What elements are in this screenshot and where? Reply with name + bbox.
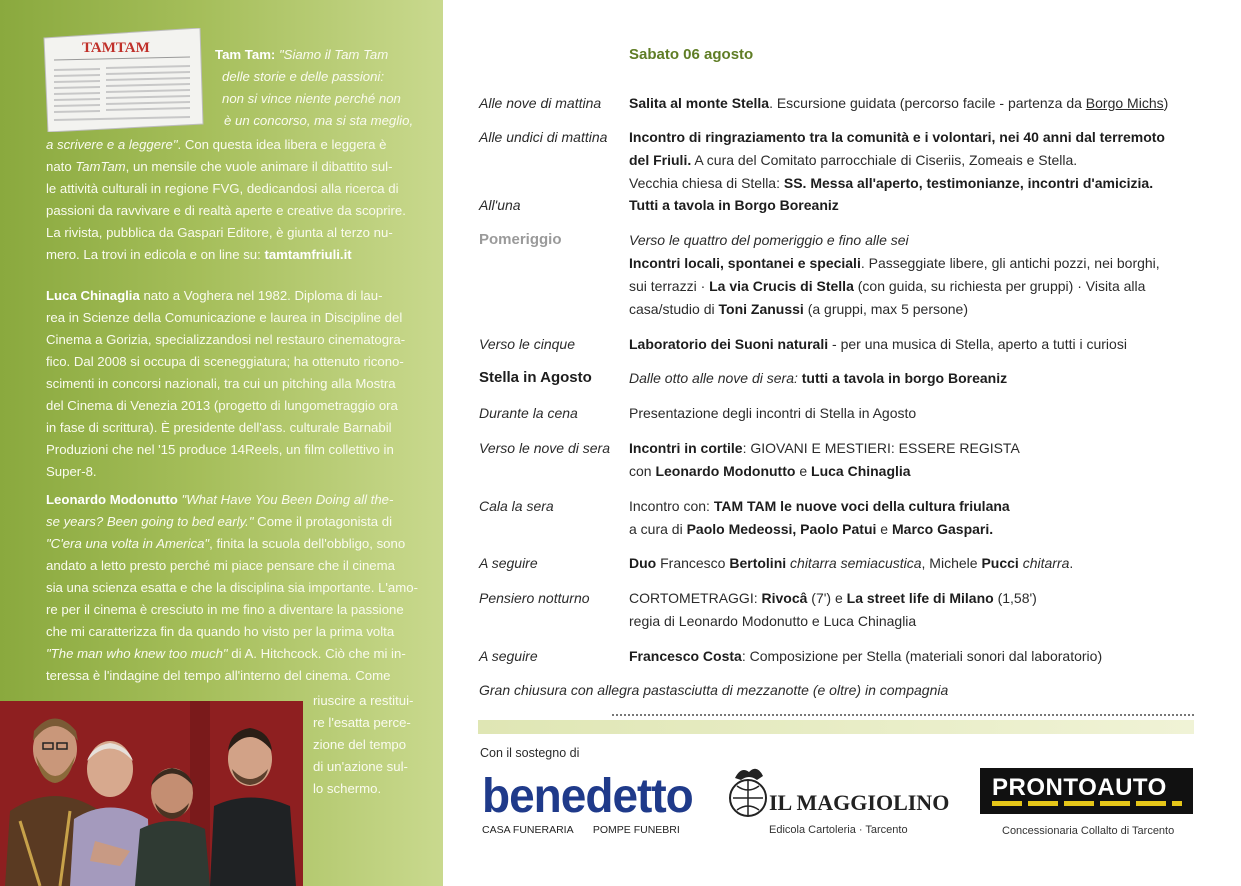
row-11-line-1: CORTOMETRAGGI: Rivocâ (7') e La street life di Milano (1,58') [629, 590, 1037, 606]
leonardo-line-7: che mi caratterizza fin da quando ho visto per la prima volta [46, 624, 395, 639]
leonardo-line-3: "C'era una volta in America", finita la scuola dell'obbligo, sono [46, 536, 406, 551]
beetle-icon [727, 764, 769, 820]
row-1-label: Alle nove di mattina [479, 95, 602, 111]
row-9-line-1: Incontro con: TAM TAM le nuove voci della cultura friulana [629, 498, 1010, 514]
luca-line-2: rea in Scienze della Comunicazione e laurea in Discipline del [46, 310, 403, 325]
tamtam-line-8: passioni da ravvivare e di realtà aperte e creative da scoprire. [46, 203, 406, 218]
closing-line: Gran chiusura con allegra pastasciutta di mezzanotte (e oltre) in compagnia [479, 682, 949, 698]
group-photo [0, 701, 303, 886]
leonardo-line-12: zione del tempo [313, 737, 407, 752]
tamtam-line-2: delle storie e delle passioni: [222, 69, 385, 84]
luca-line-6: del Cinema di Venezia 2013 (progetto di lungometraggio ora [46, 398, 398, 413]
row-3-label: All'una [479, 197, 521, 213]
prontoauto-logo [980, 768, 1195, 843]
left-panel [0, 0, 443, 886]
row-4-label: Pomeriggio [479, 231, 562, 248]
benedetto-name: benedetto [482, 767, 693, 823]
row-7-label: Durante la cena [479, 405, 578, 421]
luca-line-9: Super-8. [46, 464, 97, 479]
row-2-line-1: Incontro di ringraziamento tra la comunità e i volontari, nei 40 anni dal terremoto [629, 129, 1165, 145]
row-7-content: Presentazione degli incontri di Stella in Agosto [629, 405, 917, 421]
row-6-label: Stella in Agosto [479, 369, 592, 386]
leonardo-line-11: re l'esatta perce- [313, 715, 411, 730]
maggiolino-name: IL MAGGIOLINO [769, 790, 950, 815]
luca-line-5: scimenti in concorsi nazionali, tra cui un pitching alla Mostra [46, 376, 396, 391]
leonardo-line-9: teressa è l'indagine del tempo all'interno del cinema. Come [46, 668, 391, 683]
row-11-label: Pensiero notturno [479, 590, 590, 606]
luca-line-8: Produzioni che nel '15 produce 14Reels, un film collettivo in [46, 442, 394, 457]
row-6-content: Dalle otto alle nove di sera: tutti a tavola in borgo Boreaniz [629, 370, 1008, 386]
leonardo-line-6: re per il cinema è cresciuto in me fino a diventare la passione [46, 602, 404, 617]
maggiolino-sub: Edicola Cartoleria · Tarcento [769, 824, 908, 836]
borgo-michs-link[interactable]: Borgo Michs [1085, 95, 1164, 111]
prontoauto-name: PRONTOAUTO [992, 774, 1167, 801]
leonardo-line-13: di un'azione sul- [313, 759, 408, 774]
tamtam-line-7: le attività culturali in regione FVG, dedicandosi alla ricerca di [46, 181, 399, 196]
leonardo-line-8: "The man who knew too much" di A. Hitchcock. Ciò che mi in- [46, 646, 406, 661]
leonardo-line-2: se years? Been going to bed early." Come il protagonista di [46, 514, 393, 529]
row-3-content: Tutti a tavola in Borgo Boreaniz [629, 197, 839, 213]
maggiolino-logo [725, 764, 950, 844]
row-12-label: A seguire [479, 648, 538, 664]
luca-line-3: Cinema a Gorizia, specializzandosi nel restauro cinematogra- [46, 332, 406, 347]
benedetto-sub2: POMPE FUNEBRI [592, 824, 680, 836]
row-4-line-1: Verso le quattro del pomeriggio e fino alle sei [629, 232, 909, 248]
sponsors-intro: Con il sostegno di [480, 746, 580, 760]
tamtam-site-link[interactable]: tamtamfriuli.it [264, 247, 352, 262]
dotted-divider [612, 714, 1194, 716]
benedetto-logo [482, 767, 693, 842]
row-4-line-2: Incontri locali, spontanei e speciali. Passeggiate libere, gli antichi pozzi, nei borghi, [629, 255, 1160, 271]
luca-line-7: in fase di scrittura). È presidente dell'ass. culturale Barnabil [46, 420, 392, 435]
tamtam-line-9: La rivista, pubblica da Gaspari Editore, è giunta al terzo nu- [46, 225, 393, 240]
tamtam-line-1: Tam Tam: "Siamo il Tam Tam [215, 47, 389, 62]
luca-line-4: fico. Dal 2008 si occupa di sceneggiatura; ha ottenuto ricono- [46, 354, 404, 369]
benedetto-sub1: CASA FUNERARIA [482, 824, 574, 836]
luca-line-1: Luca Chinaglia nato a Voghera nel 1982. Diploma di lau- [46, 288, 383, 303]
green-band [478, 720, 1194, 734]
row-8-label: Verso le nove di sera [479, 440, 610, 456]
newspaper-image [40, 28, 205, 132]
tamtam-line-10: mero. La trovi in edicola e on line su: tamtamfriuli.it [46, 247, 352, 262]
row-9-label: Cala la sera [479, 498, 554, 514]
row-5-label: Verso le cinque [479, 336, 575, 352]
row-9-line-2: a cura di Paolo Medeossi, Paolo Patui e Marco Gaspari. [629, 521, 994, 537]
tamtam-line-4: è un concorso, ma si sta meglio, [224, 113, 414, 128]
row-5-content: Laboratorio dei Suoni naturali - per una musica di Stella, aperto a tutti i curiosi [629, 336, 1127, 352]
newspaper-title: TAMTAM [82, 40, 150, 56]
leonardo-line-1: Leonardo Modonutto "What Have You Been Doing all the- [46, 492, 394, 507]
row-8-line-1: Incontri in cortile: GIOVANI E MESTIERI: ESSERE REGISTA [629, 440, 1020, 456]
row-2-line-3: Vecchia chiesa di Stella: SS. Messa all'aperto, testimonianze, incontri d'amicizia. [629, 175, 1154, 191]
prontoauto-sub: Concessionaria Collalto di Tarcento [1002, 825, 1175, 837]
leonardo-line-14: lo schermo. [313, 781, 382, 796]
row-2-label: Alle undici di mattina [479, 129, 608, 145]
row-12-content: Francesco Costa: Composizione per Stella (materiali sonori dal laboratorio) [629, 648, 1103, 664]
tamtam-line-6: nato TamTam, un mensile che vuole animare il dibattito sul- [46, 159, 393, 174]
row-10-content: Duo Francesco Bertolini chitarra semiacustica, Michele Pucci chitarra. [629, 555, 1074, 571]
tamtam-line-3: non si vince niente perché non [222, 91, 401, 106]
tamtam-line-5: a scrivere e a leggere". Con questa idea libera e leggera è [46, 137, 387, 152]
program-date: Sabato 06 agosto [629, 46, 754, 63]
row-8-line-2: con Leonardo Modonutto e Luca Chinaglia [629, 463, 911, 479]
leonardo-line-10: riuscire a restitui- [313, 693, 414, 708]
row-11-line-2: regia di Leonardo Modonutto e Luca Chinaglia [629, 613, 917, 629]
row-2-line-2: del Friuli. A cura del Comitato parrocchiale di Ciseriis, Zomeais e Stella. [629, 152, 1078, 168]
leonardo-line-4: andato a letto presto perché mi piace pensare che il cinema [46, 558, 395, 573]
row-10-label: A seguire [479, 555, 538, 571]
row-4-line-4: casa/studio di Toni Zanussi (a gruppi, max 5 persone) [629, 301, 969, 317]
row-1-content: Salita al monte Stella. Escursione guidata (percorso facile - partenza da Borgo Michs) [629, 95, 1169, 111]
row-4-line-3: sui terrazzi · La via Crucis di Stella (con guida, su richiesta per gruppi) · Visita alla [629, 278, 1146, 294]
leonardo-line-5: sia una scienza esatta e che la disciplina sia importante. L'amo- [46, 580, 418, 595]
